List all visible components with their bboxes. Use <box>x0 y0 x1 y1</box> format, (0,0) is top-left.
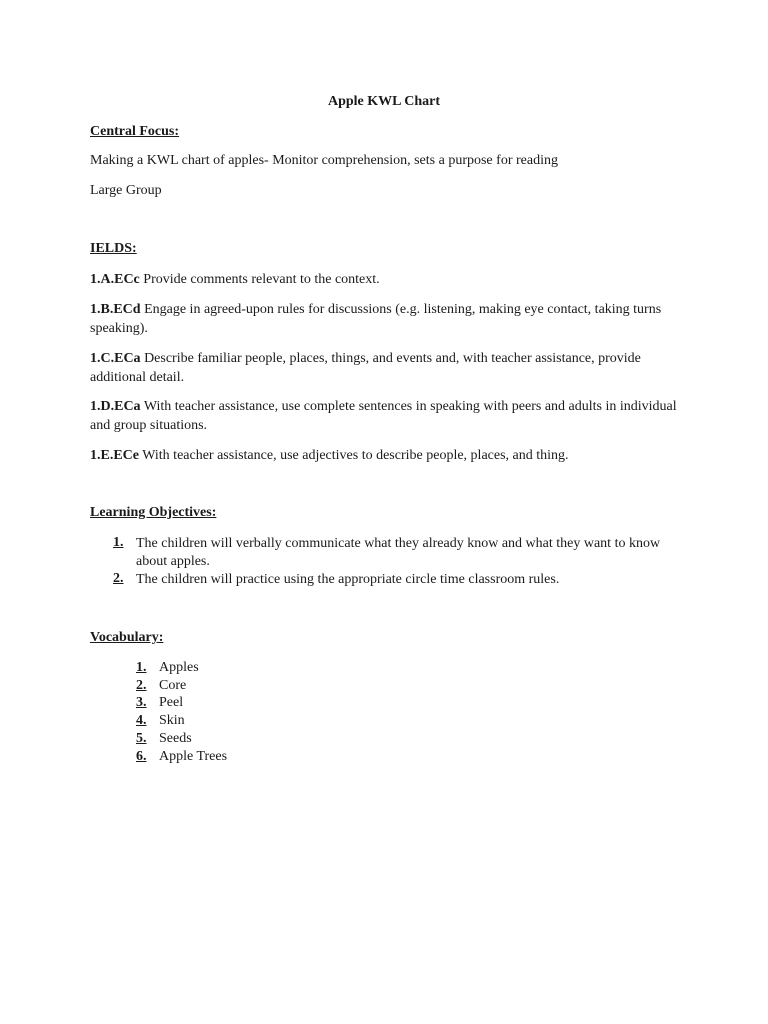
vocabulary-number: 6. <box>136 749 147 764</box>
ields-text: Engage in agreed-upon rules for discussions (e.g. listening, making eye contact, taking turns speaking). <box>90 302 662 336</box>
vocabulary-number: 3. <box>136 695 147 710</box>
objective-item <box>113 571 683 591</box>
ields-code: 1.D.ECa <box>90 399 141 414</box>
vocabulary-item <box>136 731 192 747</box>
ields-code: 1.E.ECe <box>90 448 139 463</box>
document-title: Apple KWL Chart <box>327 94 440 109</box>
ields-text: With teacher assistance, use complete sentences in speaking with peers and adults in individual and group situations. <box>90 399 677 433</box>
objective-text: The children will practice using the appropriate circle time classroom rules. <box>136 572 560 587</box>
ields-text: Provide comments relevant to the context. <box>143 272 380 287</box>
ields-heading: IELDS: <box>90 241 137 256</box>
ields-text: With teacher assistance, use adjectives to describe people, places, and thing. <box>142 448 569 463</box>
ields-item <box>90 349 680 387</box>
vocabulary-heading: Vocabulary: <box>90 630 164 645</box>
vocabulary-number: 1. <box>136 660 147 675</box>
objective-number: 1. <box>113 535 124 550</box>
vocabulary-word: Peel <box>159 695 184 710</box>
objective-item <box>113 535 683 575</box>
vocabulary-word: Skin <box>159 713 185 728</box>
vocabulary-word: Apple Trees <box>159 749 228 764</box>
vocabulary-number: 5. <box>136 731 147 746</box>
ields-text: Describe familiar people, places, things, and events and, with teacher assistance, provide additional detail. <box>90 351 641 385</box>
vocabulary-item <box>136 660 199 676</box>
vocabulary-item <box>136 749 227 765</box>
ields-item <box>90 270 680 289</box>
central-focus-heading: Central Focus: <box>90 124 180 139</box>
objective-text: The children will verbally communicate what they already know and what they want to know about apples. <box>136 536 661 569</box>
ields-item <box>90 300 680 338</box>
ields-code: 1.A.ECc <box>90 272 140 287</box>
learning-objectives-heading: Learning Objectives: <box>90 505 217 520</box>
ields-item <box>90 446 680 465</box>
vocabulary-number: 2. <box>136 678 147 693</box>
central-focus-line: Making a KWL chart of apples- Monitor comprehension, sets a purpose for reading <box>90 153 558 168</box>
ields-code: 1.C.ECa <box>90 351 141 366</box>
vocabulary-number: 4. <box>136 713 147 728</box>
vocabulary-item <box>136 713 185 729</box>
objective-number: 2. <box>113 571 124 586</box>
vocabulary-item <box>136 695 183 711</box>
vocabulary-word: Apples <box>159 660 199 675</box>
vocabulary-word: Core <box>159 678 187 693</box>
vocabulary-word: Seeds <box>159 731 192 746</box>
vocabulary-item <box>136 678 186 694</box>
ields-item <box>90 397 680 435</box>
central-focus-line: Large Group <box>90 183 162 198</box>
ields-code: 1.B.ECd <box>90 302 141 317</box>
